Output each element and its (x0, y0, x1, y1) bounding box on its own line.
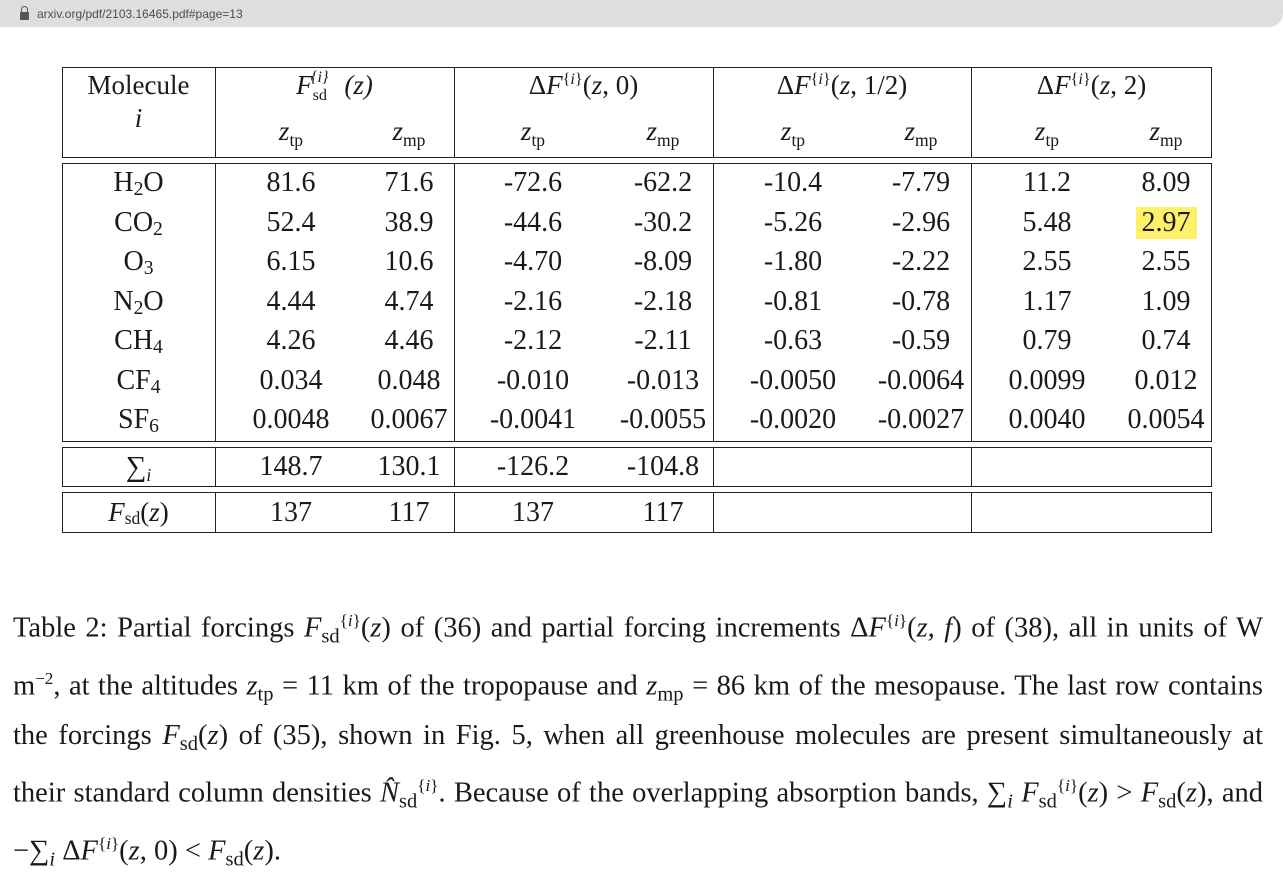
table-cell: 2.55 (1022, 245, 1072, 277)
table-cell: 0.0054 (1127, 403, 1205, 435)
table-cell: 10.6 (384, 245, 434, 277)
table-cell: -2.18 (633, 285, 693, 317)
header-group-fsd: $F_{sd}^{\{i\}}$ (z) (296, 68, 373, 104)
table-cell: 38.9 (384, 206, 434, 238)
fsd-cell: 137 (270, 496, 312, 528)
table-cell: 1.17 (1022, 285, 1072, 317)
header-index: i (134, 103, 143, 133)
table-cell: -0.013 (626, 364, 700, 396)
table-cell: -0.0064 (877, 364, 965, 396)
divider (215, 163, 216, 442)
divider (971, 447, 972, 487)
table-cell: 2.55 (1141, 245, 1191, 277)
table-cell: -44.6 (503, 206, 563, 238)
table-cell: -2.96 (891, 206, 951, 238)
table-cell: -2.11 (634, 324, 692, 356)
address-bar[interactable] (0, 0, 1283, 27)
table-cell: 4.44 (266, 285, 316, 317)
table-cell: -0.81 (763, 285, 823, 317)
divider (215, 492, 216, 533)
lock-icon (20, 12, 29, 20)
table-cell: -4.70 (503, 245, 563, 277)
table-cell: 8.09 (1141, 166, 1191, 198)
sum-label: ∑ i (125, 450, 152, 485)
table-cell: -0.0041 (489, 403, 577, 435)
fsd-label: F sd ( z ) (108, 497, 169, 528)
table-cell: 0.034 (259, 364, 323, 396)
table-cell: -0.010 (496, 364, 570, 396)
table-cell: -0.0055 (619, 403, 707, 435)
header-group-df2: $\Delta F^{\{i\}}(z$, 2) (1036, 70, 1147, 100)
table-cell: 5.48 (1022, 206, 1072, 238)
table-cell: -62.2 (633, 166, 693, 198)
molecule-cell: O 3 (123, 245, 154, 279)
table-cell: 0.0048 (252, 403, 330, 435)
table-cell: 4.46 (384, 324, 434, 356)
table-cell: -0.0020 (749, 403, 837, 435)
molecule-cell: H 2 O (113, 166, 164, 200)
table-cell: -8.09 (633, 245, 693, 277)
subheader-zmp: $z_{mp}$ (392, 116, 426, 150)
table-cell: 0.048 (377, 364, 441, 396)
subheader-zmp: $z_{mp}$ (1149, 116, 1183, 150)
table-cell: -5.26 (763, 206, 823, 238)
sum-cell: -104.8 (626, 451, 700, 482)
table-cell: 11.2 (1023, 166, 1071, 198)
molecule-cell: CF 4 (116, 364, 161, 398)
sum-cell: -126.2 (496, 451, 570, 482)
table-cell: -0.0027 (877, 403, 965, 435)
table-cell: -72.6 (503, 166, 563, 198)
subheader-zmp: $z_{mp}$ (646, 116, 680, 150)
table-cell: 0.0040 (1008, 403, 1086, 435)
divider (971, 492, 972, 533)
table-cell: -1.80 (763, 245, 823, 277)
table-cell: -2.16 (503, 285, 563, 317)
table-caption: Table 2: Partial forcings $F_{sd}^{\{i\}}(z)$ of (36) and partial forcing increments $\Delta F^{\{i\}}(z$, f) of (38), all in units of W $m^{-2}$, at the altitudes $z_{tp} = 11$ km of the tropopause and $z_{mp} = 86$ km of the mesopause. The last row contains the forcings $F_{sd}(z)$ of (35), shown in Fig. 5, when all greenhouse molecules are present simultaneously at their standard column densities $N̂_{sd}^{\{i\}}$. Because of the overlapping absorption bands, $\sum_i$ $F_{sd}^{\{i\}}(z) > F_{sd}(z)$, and $-\sum_i$ $\Delta F^{\{i\}}(z$, $0) < F_{sd}(z)$. (13, 611, 1264, 871)
url-text: arxiv.org/pdf/2103.16465.pdf#page=13 (37, 6, 243, 21)
table-cell: 0.74 (1141, 324, 1191, 356)
molecule-cell: N 2 O (113, 285, 164, 319)
subheader-ztp: $z_{tp}$ (278, 116, 304, 150)
fsd-cell: 137 (512, 496, 554, 528)
table-cell: 52.4 (266, 206, 316, 238)
table-cell: -30.2 (633, 206, 693, 238)
table-cell: 81.6 (266, 166, 316, 198)
header-molecule-label: Molecule (87, 70, 190, 100)
subheader-zmp: $z_{mp}$ (904, 116, 938, 150)
table-cell: 71.6 (384, 166, 434, 198)
table-cell: -0.0050 (749, 364, 837, 396)
table-cell: 4.74 (384, 285, 434, 317)
table-cell: 0.012 (1134, 364, 1198, 396)
molecule-cell: CO 2 (114, 206, 163, 240)
table-cell: -10.4 (763, 166, 823, 198)
subheader-ztp: $z_{tp}$ (1034, 116, 1060, 150)
table-cell: 2.97 (1096, 203, 1236, 242)
table-cell: 1.09 (1141, 285, 1191, 317)
table-cell: -7.79 (891, 166, 951, 198)
molecule-cell: CH 4 (114, 324, 163, 358)
fsd-cell: 117 (642, 496, 684, 528)
table-cell: 0.0099 (1008, 364, 1086, 396)
sum-cell: 130.1 (377, 451, 441, 482)
divider (215, 447, 216, 487)
header-group-dfhalf: $\Delta F^{\{i\}}(z$, 1/2) (776, 70, 908, 100)
table-cell: -0.63 (763, 324, 823, 356)
subheader-ztp: $z_{tp}$ (780, 116, 806, 150)
header-group-df0: $\Delta F^{\{i\}}(z$, 0) (528, 70, 639, 100)
table-cell: 0.79 (1022, 324, 1072, 356)
subheader-ztp: $z_{tp}$ (520, 116, 546, 150)
table-cell: 6.15 (266, 245, 316, 277)
sum-cell: 148.7 (259, 451, 323, 482)
fsd-cell: 117 (388, 496, 430, 528)
table-cell: -2.22 (891, 245, 951, 277)
molecule-cell: SF 6 (118, 403, 159, 437)
header-molecule (62, 70, 215, 134)
table-cell: -0.59 (891, 324, 951, 356)
table-cell: 0.0067 (370, 403, 448, 435)
table-cell: -0.78 (891, 285, 951, 317)
table-cell: -2.12 (503, 324, 563, 356)
caption-label: Table 2: (13, 612, 108, 644)
table-cell: 4.26 (266, 324, 316, 356)
